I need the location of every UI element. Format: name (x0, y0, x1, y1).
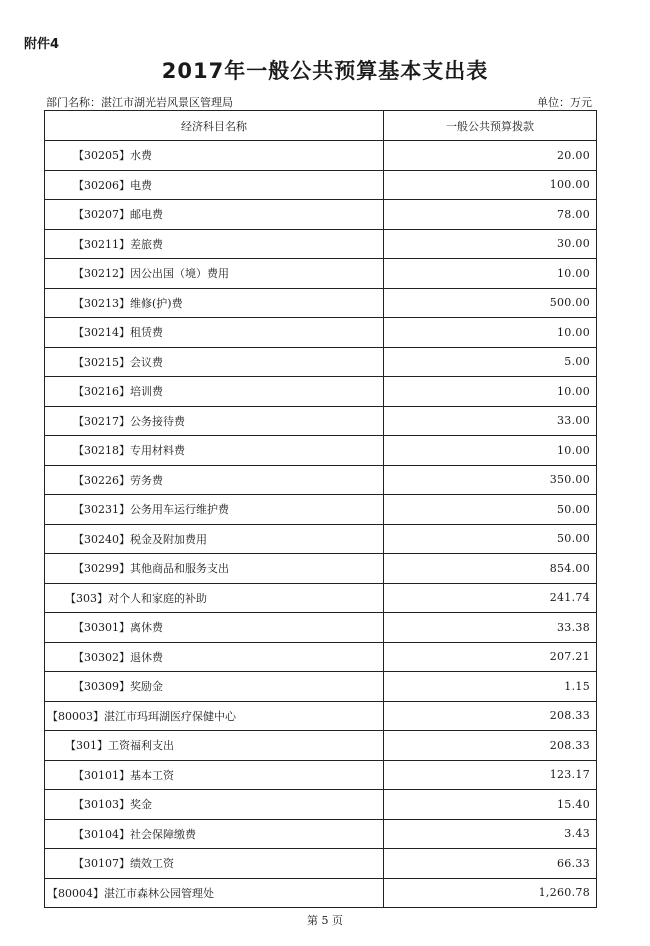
page-title: 2017年一般公共预算基本支出表 (161, 59, 489, 83)
table-row (45, 878, 597, 908)
department-name: 部门名称：湛江市湖光岩风景区管理局 (46, 96, 233, 109)
row-category: 【30217】公务接待费 (45, 406, 384, 436)
attachment-label: 附件4 (24, 37, 60, 52)
row-amount: 1.15 (384, 672, 597, 702)
table-row (45, 259, 597, 289)
row-amount: 500.00 (384, 288, 597, 318)
row-amount: 30.00 (384, 229, 597, 259)
table-row (45, 170, 597, 200)
table-row (45, 760, 597, 790)
table-row (45, 347, 597, 377)
table-row (45, 642, 597, 672)
unit-label: 单位：万元 (537, 96, 592, 109)
row-category: 【30205】水费 (45, 141, 384, 171)
table-row (45, 318, 597, 348)
table-row (45, 465, 597, 495)
table-row (45, 790, 597, 820)
row-category: 【30218】专用材料费 (45, 436, 384, 466)
table-body (45, 141, 597, 908)
row-amount: 15.40 (384, 790, 597, 820)
table-row (45, 288, 597, 318)
row-category: 【30207】邮电费 (45, 200, 384, 230)
row-category: 【30301】离休费 (45, 613, 384, 643)
budget-table (44, 110, 597, 908)
row-amount: 208.33 (384, 701, 597, 731)
row-category: 【80003】湛江市玛珥湖医疗保健中心 (45, 701, 384, 731)
row-amount: 50.00 (384, 524, 597, 554)
header-category: 经济科目名称 (45, 111, 384, 141)
row-category: 【30211】差旅费 (45, 229, 384, 259)
page-number: 第 5 页 (307, 914, 343, 927)
row-category: 【30107】绩效工资 (45, 849, 384, 879)
row-amount: 10.00 (384, 436, 597, 466)
row-amount: 20.00 (384, 141, 597, 171)
table-header-row (45, 111, 597, 141)
row-category: 【30104】社会保障缴费 (45, 819, 384, 849)
row-category: 【30309】奖励金 (45, 672, 384, 702)
table-row (45, 141, 597, 171)
row-amount: 78.00 (384, 200, 597, 230)
row-amount: 207.21 (384, 642, 597, 672)
row-category: 【30302】退休费 (45, 642, 384, 672)
row-category: 【30214】租赁费 (45, 318, 384, 348)
table-row (45, 554, 597, 584)
table-row (45, 701, 597, 731)
row-category: 【30212】因公出国（境）费用 (45, 259, 384, 289)
header-amount: 一般公共预算拨款 (384, 111, 597, 141)
row-amount: 1,260.78 (384, 878, 597, 908)
row-amount: 100.00 (384, 170, 597, 200)
row-category: 【30226】劳务费 (45, 465, 384, 495)
table-row (45, 229, 597, 259)
row-category: 【30299】其他商品和服务支出 (45, 554, 384, 584)
row-category: 【30231】公务用车运行维护费 (45, 495, 384, 525)
table-row (45, 200, 597, 230)
table-row (45, 377, 597, 407)
row-category: 【301】工资福利支出 (45, 731, 384, 761)
table-row (45, 583, 597, 613)
row-amount: 33.38 (384, 613, 597, 643)
row-amount: 33.00 (384, 406, 597, 436)
table-row (45, 406, 597, 436)
row-amount: 241.74 (384, 583, 597, 613)
row-category: 【303】对个人和家庭的补助 (45, 583, 384, 613)
table-row (45, 731, 597, 761)
row-category: 【30216】培训费 (45, 377, 384, 407)
table-row (45, 672, 597, 702)
row-amount: 66.33 (384, 849, 597, 879)
table-row (45, 819, 597, 849)
row-amount: 3.43 (384, 819, 597, 849)
row-amount: 50.00 (384, 495, 597, 525)
table-row (45, 849, 597, 879)
row-category: 【30215】会议费 (45, 347, 384, 377)
row-amount: 208.33 (384, 731, 597, 761)
table-row (45, 436, 597, 466)
row-category: 【30240】税金及附加费用 (45, 524, 384, 554)
row-amount: 10.00 (384, 377, 597, 407)
row-amount: 10.00 (384, 259, 597, 289)
row-category: 【30206】电费 (45, 170, 384, 200)
row-amount: 854.00 (384, 554, 597, 584)
row-amount: 5.00 (384, 347, 597, 377)
row-category: 【80004】湛江市森林公园管理处 (45, 878, 384, 908)
row-amount: 123.17 (384, 760, 597, 790)
table-row (45, 495, 597, 525)
row-amount: 350.00 (384, 465, 597, 495)
table-row (45, 613, 597, 643)
row-category: 【30101】基本工资 (45, 760, 384, 790)
row-amount: 10.00 (384, 318, 597, 348)
row-category: 【30103】奖金 (45, 790, 384, 820)
row-category: 【30213】维修(护)费 (45, 288, 384, 318)
table-row (45, 524, 597, 554)
